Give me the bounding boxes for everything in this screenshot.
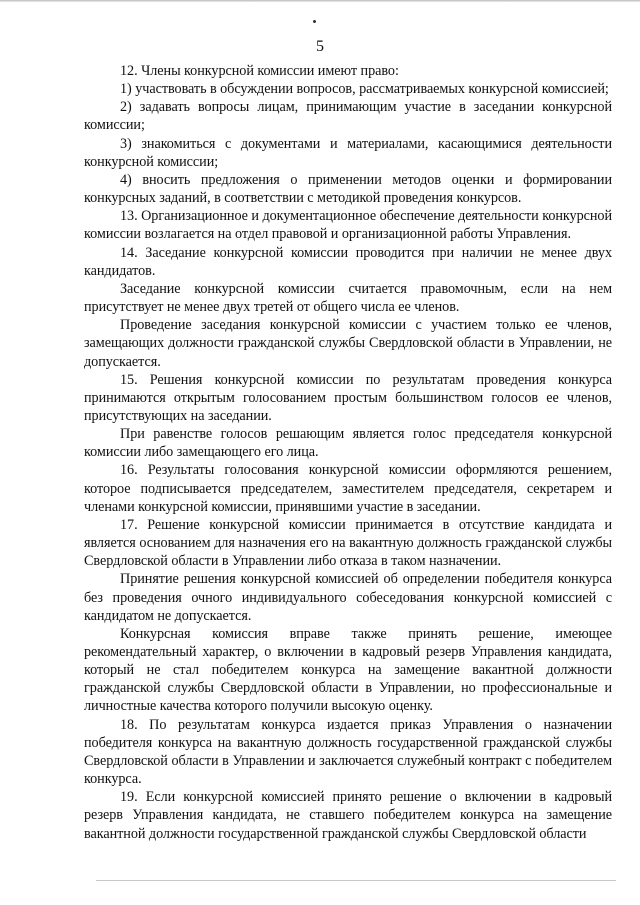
paragraph-12-4: 4) вносить предложения о применении методов оценки и формировании конкурсных заданий, в соответствии с методикой проведения конкурсов. [84,171,612,207]
paragraph-15-tie: При равенстве голосов решающим является голос председателя конкурсной комиссии либо замещающего его лица. [84,426,612,461]
paragraph-18: 18. По результатам конкурса издается приказ Управления о назначении победителя конкурса на вакантную должность государственной гражданской службы Свердловской области в Управлении и заключается служебный контракт с победителем конкурса. [84,716,612,788]
paragraph-17-interview: Принятие решения конкурсной комиссией об определении победителя конкурса без проведения очного индивидуального собеседования конкурсной комиссией с кандидатом не допускается. [84,571,612,624]
paragraph-13: 13. Организационное и документационное обеспечение деятельности конкурсной комиссии возлагается на отдел правовой и организационной работы Управления. [84,208,613,243]
paragraph-12-1: 1) участвовать в обсуждении вопросов, рассматриваемых конкурсной комиссией; [120,81,609,98]
paragraph-15: 15. Решения конкурсной комиссии по результатам проведения конкурса принимаются открытым голосованием простым большинством голосов ее членов, присутствующих на заседании. [84,371,612,424]
paragraph-12-2: 2) задавать вопросы лицам, принимающим участие в заседании конкурсной комиссии; [84,99,612,134]
paragraph-14-quorum: Заседание конкурсной комиссии считается правомочным, если на нем присутствует не менее двух третей от общего числа ее членов. [84,280,612,316]
paragraph-12-3: 3) знакомиться с документами и материалами, касающимися деятельности конкурсной комиссии; [84,135,612,170]
top-scan-edge [0,0,640,2]
paragraph-14: 14. Заседание конкурсной комиссии проводится при наличии не менее двух кандидатов. [84,244,612,279]
paragraph-17-reserve: Конкурсная комиссия вправе также принять решение, имеющее рекомендательный характер, о включении в кадровый резерв Управления кандидата, который не стал победителем конкурса на замещение вакантной должности гражданской службы Свердловской области в Управлении, но профессиональные и личностные качества которого получили высокую оценку. [84,625,612,715]
document-body [84,62,612,843]
paragraph-16: 16. Результаты голосования конкурсной комиссии оформляются решением, которое подписывается председателем, заместителем председателя, секретарем и членами конкурсной комиссии, принявшими участие в заседании. [84,462,612,515]
scan-dot [313,20,316,23]
paragraph-14-members: Проведение заседания конкурсной комиссии с участием только ее членов, замещающих должности гражданской службы Свердловской области в Управлении, не допускается. [84,317,612,370]
paragraph-12: 12. Члены конкурсной комиссии имеют право: [120,63,399,79]
paragraph-19: 19. Если конкурсной комиссией принято решение о включении в кадровый резерв Управления кандидата, не ставшего победителем конкурса на замещение вакантной должности государственной гражданской службы Свердловской области [84,789,612,842]
paragraph-17: 17. Решение конкурсной комиссии принимается в отсутствие кандидата и является основанием для назначения его на вакантную должность гражданской службы Свердловской области в Управлении либо отказа в таком назначении. [84,516,612,570]
page-number: 5 [316,38,324,55]
bottom-scan-edge [96,880,616,881]
